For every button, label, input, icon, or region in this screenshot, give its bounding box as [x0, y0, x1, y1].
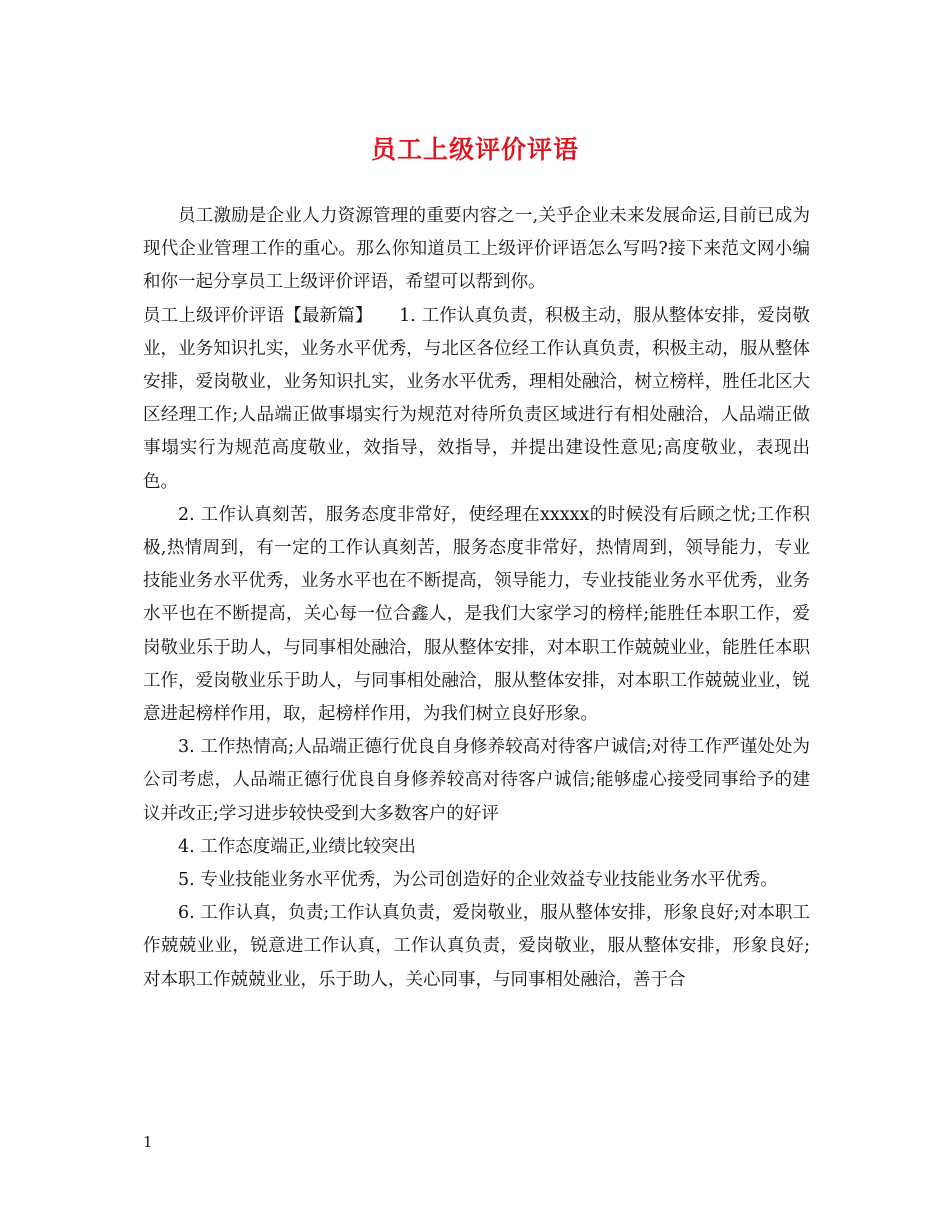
- paragraph-item-4: 4. 工作态度端正,业绩比较突出: [178, 836, 416, 857]
- paragraph-item-2: 2. 工作认真刻苦，服务态度非常好，使经理在xxxxx的时候没有后顾之忧;工作积极,热情周到，有一定的工作认真刻苦，服务态度非常好，热情周到，领导能力，专业技能业务水平优秀，业务水平也在不断提高，领导能力，专业技能业务水平优秀，业务水平也在不断提高，关心每一位合鑫人，是我们大家学习的榜样;能胜任本职工作，爱岗敬业乐于助人，与同事相处融洽，服从整体安排，对本职工作兢兢业业，能胜任本职工作，爱岗敬业乐于助人，与同事相处融洽，服从整体安排，对本职工作兢兢业业，锐意进起榜样作用，取，起榜样作用，为我们树立良好形象。: [143, 504, 810, 725]
- paragraph-item-3: 3. 工作热情高;人品端正德行优良自身修养较高对待客户诚信;对待工作严谨处处为公司考虑，人品端正德行优良自身修养较高对待客户诚信;能够虚心接受同事给予的建议并改正;学习进步较快受到大多数客户的好评: [143, 737, 810, 824]
- paragraph-item-6: 6. 工作认真，负责;工作认真负责，爱岗敬业，服从整体安排，形象良好;对本职工作兢兢业业，锐意进工作认真，工作认真负责，爱岗敬业，服从整体安排，形象良好;对本职工作兢兢业业，乐于助人，关心同事，与同事相处融洽，善于合: [143, 903, 810, 990]
- paragraph-intro: 员工激励是企业人力资源管理的重要内容之一,关乎企业未来发展命运,目前已成为现代企业管理工作的重心。那么你知道员工上级评价评语怎么写吗?接下来范文网小编和你一起分享员工上级评价评语，希望可以帮到你。: [143, 206, 810, 293]
- document-body: [143, 200, 810, 997]
- page-number: 1: [143, 1133, 153, 1151]
- paragraph-item-1: 员工上级评价评语【最新篇】 1. 工作认真负责，积极主动，服从整体安排，爱岗敬业，业务知识扎实，业务水平优秀，与北区各位经工作认真负责，积极主动，服从整体安排，爱岗敬业，业务知识扎实，业务水平优秀，理相处融洽，树立榜样，胜任北区大区经理工作;人品端正做事塌实行为规范对待所负责区域进行有相处融洽，人品端正做事塌实行为规范高度敬业，效指导，效指导，并提出建设性意见;高度敬业，表现出色。: [143, 305, 810, 492]
- document-title: 员工上级评价评语: [370, 135, 579, 164]
- paragraph-item-5: 5. 专业技能业务水平优秀，为公司创造好的企业效益专业技能业务水平优秀。: [178, 870, 778, 891]
